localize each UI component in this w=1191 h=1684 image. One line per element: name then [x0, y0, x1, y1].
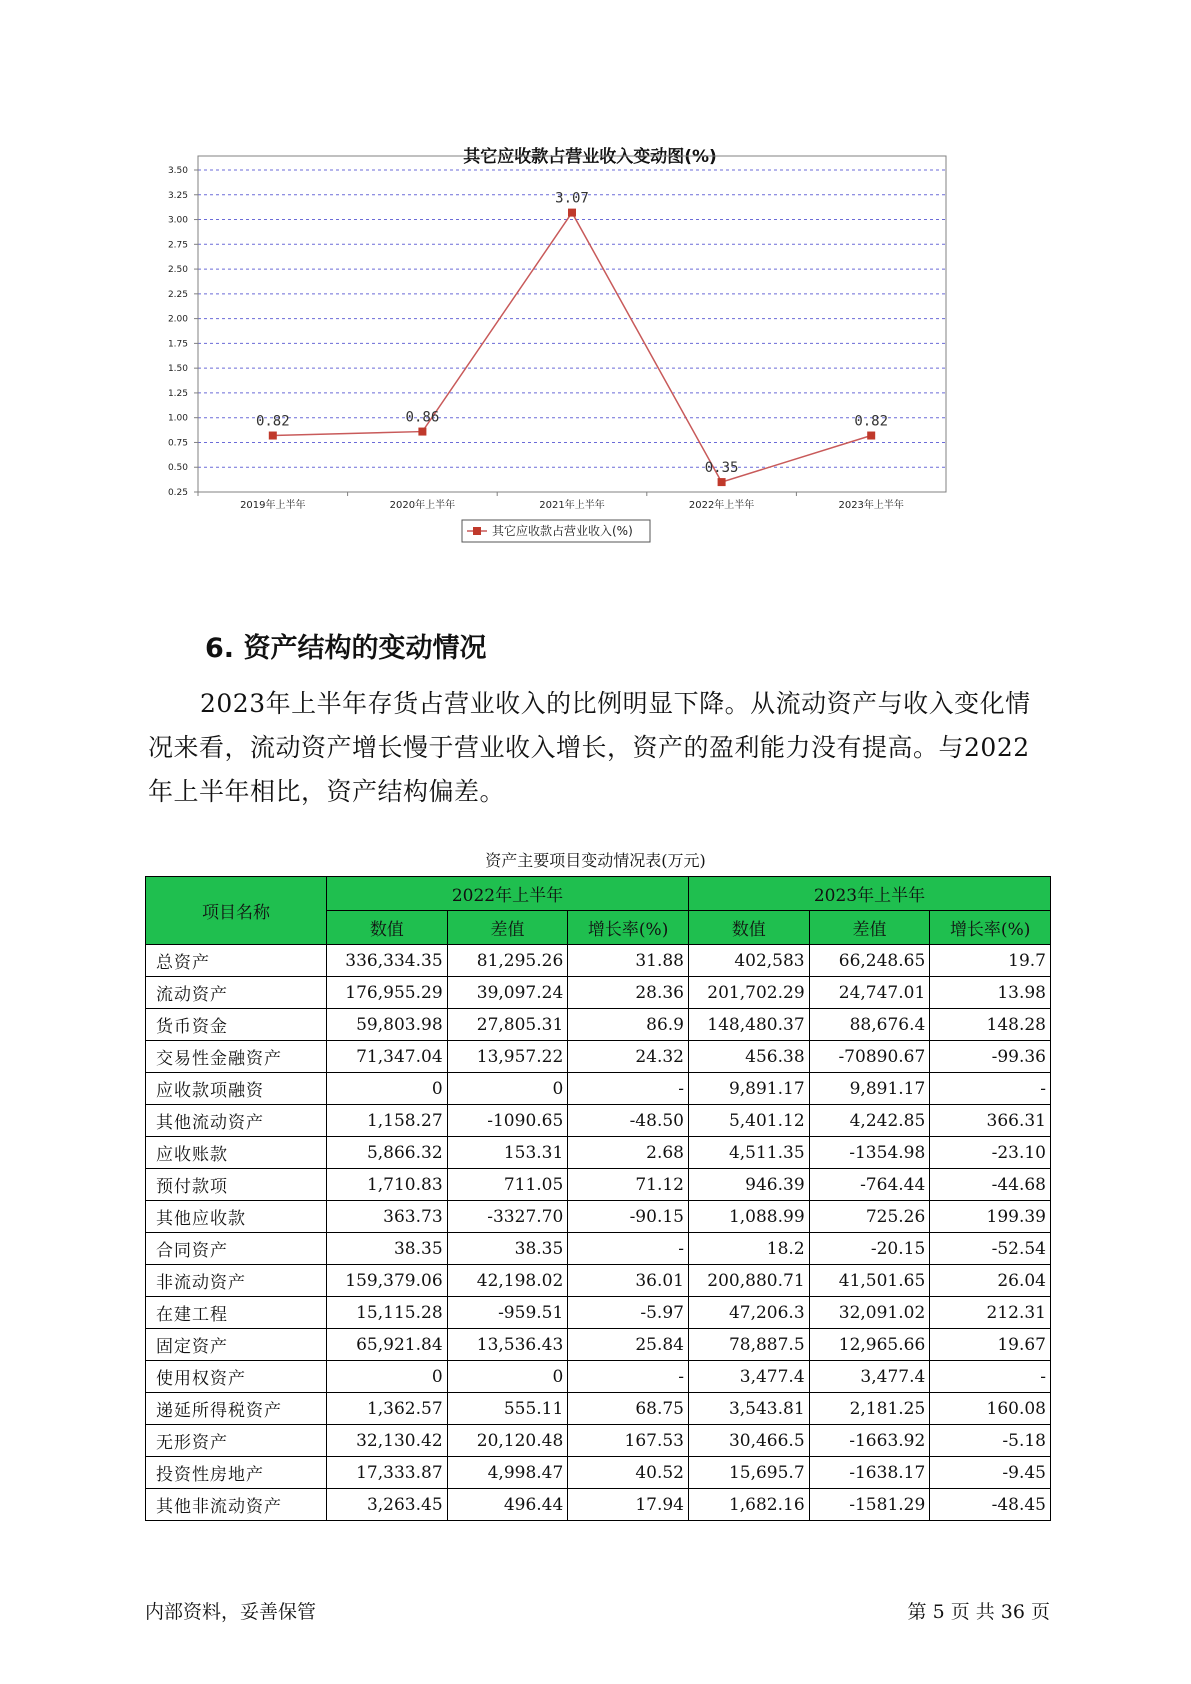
row-item-name: 递延所得税资产 — [146, 1393, 327, 1425]
table-cell: 28.36 — [568, 977, 689, 1009]
table-row — [146, 1233, 1051, 1265]
table-cell: 81,295.26 — [447, 945, 568, 977]
line-chart — [150, 130, 1030, 600]
row-item-name: 非流动资产 — [146, 1265, 327, 1297]
y-tick-label: 3.00 — [167, 215, 188, 226]
row-item-name: 合同资产 — [146, 1233, 327, 1265]
row-item-name: 预付款项 — [146, 1169, 327, 1201]
row-item-name: 应收账款 — [146, 1137, 327, 1169]
table-cell: 15,695.7 — [688, 1457, 809, 1489]
table-cell: 200,880.71 — [688, 1265, 809, 1297]
x-tick-label: 2019年上半年 — [240, 500, 306, 511]
table-cell: 0 — [326, 1073, 447, 1105]
table-cell: -99.36 — [930, 1041, 1051, 1073]
x-tick-label: 2021年上半年 — [539, 500, 605, 511]
table-row — [146, 1361, 1051, 1393]
table-cell: 36.01 — [568, 1265, 689, 1297]
table-cell: -1354.98 — [809, 1137, 930, 1169]
legend-label: 其它应收款占营业收入(%) — [492, 524, 633, 538]
subheader-value: 数值 — [326, 911, 447, 945]
table-cell: 5,866.32 — [326, 1137, 447, 1169]
row-item-name: 其他应收款 — [146, 1201, 327, 1233]
y-tick-label: 2.50 — [167, 265, 188, 276]
table-row — [146, 1169, 1051, 1201]
data-point-marker — [418, 428, 426, 436]
header-period-2023: 2023年上半年 — [688, 877, 1050, 911]
table-row — [146, 1105, 1051, 1137]
row-item-name: 总资产 — [146, 945, 327, 977]
table-cell: -44.68 — [930, 1169, 1051, 1201]
table-cell: -52.54 — [930, 1233, 1051, 1265]
table-row — [146, 977, 1051, 1009]
table-cell: 24,747.01 — [809, 977, 930, 1009]
table-cell: 1,710.83 — [326, 1169, 447, 1201]
table-row — [146, 1425, 1051, 1457]
table-cell: -90.15 — [568, 1201, 689, 1233]
row-item-name: 使用权资产 — [146, 1361, 327, 1393]
legend-marker-swatch — [473, 527, 481, 535]
table-cell: 336,334.35 — [326, 945, 447, 977]
table-cell: 19.67 — [930, 1329, 1051, 1361]
table-row — [146, 1489, 1051, 1521]
y-tick-label: 3.50 — [167, 166, 188, 176]
body-paragraph: 2023年上半年存货占营业收入的比例明显下降。从流动资产与收入变化情况来看，流动资产增长慢于营业收入增长，资产的盈利能力没有提高。与2022年上半年相比，资产结构偏差。 — [148, 689, 1031, 806]
table-cell: 402,583 — [688, 945, 809, 977]
y-tick-label: 1.25 — [167, 388, 188, 399]
table-cell: 30,466.5 — [688, 1425, 809, 1457]
footer-page-number: 第 5 页 共 36 页 — [907, 1601, 1050, 1623]
x-tick-label: 2020年上半年 — [389, 500, 456, 511]
table-row — [146, 1297, 1051, 1329]
table-cell: 38.35 — [326, 1233, 447, 1265]
table-cell: 88,676.4 — [809, 1009, 930, 1041]
table-cell: 496.44 — [447, 1489, 568, 1521]
table-row — [146, 1329, 1051, 1361]
row-item-name: 固定资产 — [146, 1329, 327, 1361]
table-cell: 13,536.43 — [447, 1329, 568, 1361]
y-tick-label: 1.75 — [167, 339, 188, 350]
row-item-name: 应收款项融资 — [146, 1073, 327, 1105]
table-cell: 25.84 — [568, 1329, 689, 1361]
table-header-row — [146, 877, 1051, 911]
table-cell: - — [568, 1233, 689, 1265]
table-cell: 456.38 — [688, 1041, 809, 1073]
table-cell: 27,805.31 — [447, 1009, 568, 1041]
table-cell: 17,333.87 — [326, 1457, 447, 1489]
table-row — [146, 1201, 1051, 1233]
table-cell: 32,130.42 — [326, 1425, 447, 1457]
table-cell: 946.39 — [688, 1169, 809, 1201]
row-item-name: 其他流动资产 — [146, 1105, 327, 1137]
table-cell: -48.45 — [930, 1489, 1051, 1521]
subheader-growth-rate: 增长率(%) — [930, 911, 1051, 945]
table-cell: 18.2 — [688, 1233, 809, 1265]
table-cell: -1638.17 — [809, 1457, 930, 1489]
table-cell: 1,158.27 — [326, 1105, 447, 1137]
table-cell: 159,379.06 — [326, 1265, 447, 1297]
table-cell: 40.52 — [568, 1457, 689, 1489]
table-cell: 160.08 — [930, 1393, 1051, 1425]
table-cell: 17.94 — [568, 1489, 689, 1521]
y-tick-label: 0.75 — [167, 438, 188, 449]
table-cell: 39,097.24 — [447, 977, 568, 1009]
table-cell: 0 — [447, 1073, 568, 1105]
table-cell: 9,891.17 — [688, 1073, 809, 1105]
y-tick-label: 2.75 — [167, 240, 188, 251]
data-point-marker — [269, 432, 277, 440]
table-row — [146, 1457, 1051, 1489]
table-cell: 3,477.4 — [688, 1361, 809, 1393]
subheader-value: 数值 — [688, 911, 809, 945]
data-label: 3.07 — [555, 190, 589, 207]
subheader-difference: 差值 — [447, 911, 568, 945]
table-cell: -3327.70 — [447, 1201, 568, 1233]
table-cell: - — [930, 1073, 1051, 1105]
table-cell: -23.10 — [930, 1137, 1051, 1169]
table-cell: 4,242.85 — [809, 1105, 930, 1137]
table-cell: -20.15 — [809, 1233, 930, 1265]
table-cell: 148.28 — [930, 1009, 1051, 1041]
table-cell: 3,263.45 — [326, 1489, 447, 1521]
table-cell: -959.51 — [447, 1297, 568, 1329]
data-label: 0.35 — [704, 460, 739, 477]
y-tick-label: 3.25 — [167, 190, 188, 201]
table-cell: -1581.29 — [809, 1489, 930, 1521]
table-cell: 42,198.02 — [447, 1265, 568, 1297]
y-tick-label: 2.25 — [167, 289, 188, 300]
table-cell: -764.44 — [809, 1169, 930, 1201]
header-item-name: 项目名称 — [146, 877, 327, 945]
y-tick-label: 0.25 — [167, 488, 188, 498]
table-cell: - — [930, 1361, 1051, 1393]
table-cell: -1090.65 — [447, 1105, 568, 1137]
table-cell: -5.97 — [568, 1297, 689, 1329]
footer-confidential-note: 内部资料，妥善保管 — [145, 1601, 317, 1623]
table-cell: -70890.67 — [809, 1041, 930, 1073]
table-cell: 9,891.17 — [809, 1073, 930, 1105]
table-cell: -9.45 — [930, 1457, 1051, 1489]
table-cell: 0 — [447, 1361, 568, 1393]
table-cell: 366.31 — [930, 1105, 1051, 1137]
table-cell: 4,998.47 — [447, 1457, 568, 1489]
x-tick-label: 2023年上半年 — [838, 500, 904, 511]
y-tick-label: 0.50 — [167, 463, 188, 474]
table-cell: 212.31 — [930, 1297, 1051, 1329]
table-cell: 4,511.35 — [688, 1137, 809, 1169]
table-cell: 68.75 — [568, 1393, 689, 1425]
row-item-name: 其他非流动资产 — [146, 1489, 327, 1521]
table-row — [146, 1073, 1051, 1105]
table-cell: 2,181.25 — [809, 1393, 930, 1425]
table-cell: 66,248.65 — [809, 945, 930, 977]
row-item-name: 交易性金融资产 — [146, 1041, 327, 1073]
table-row — [146, 945, 1051, 977]
table-cell: 201,702.29 — [688, 977, 809, 1009]
table-cell: 78,887.5 — [688, 1329, 809, 1361]
table-cell: 41,501.65 — [809, 1265, 930, 1297]
table-row — [146, 1009, 1051, 1041]
table-cell: 71,347.04 — [326, 1041, 447, 1073]
table-cell: 65,921.84 — [326, 1329, 447, 1361]
table-cell: -5.18 — [930, 1425, 1051, 1457]
table-cell: -1663.92 — [809, 1425, 930, 1457]
table-cell: 176,955.29 — [326, 977, 447, 1009]
table-row — [146, 1265, 1051, 1297]
table-cell: -48.50 — [568, 1105, 689, 1137]
table-cell: 3,477.4 — [809, 1361, 930, 1393]
row-item-name: 无形资产 — [146, 1425, 327, 1457]
y-tick-label: 2.00 — [167, 314, 188, 325]
table-cell: 47,206.3 — [688, 1297, 809, 1329]
table-cell: 363.73 — [326, 1201, 447, 1233]
table-cell: 13,957.22 — [447, 1041, 568, 1073]
table-cell: 1,088.99 — [688, 1201, 809, 1233]
table-cell: 2.68 — [568, 1137, 689, 1169]
table-cell: 71.12 — [568, 1169, 689, 1201]
table-cell: 5,401.12 — [688, 1105, 809, 1137]
data-label: 0.86 — [405, 409, 440, 426]
table-cell: 26.04 — [930, 1265, 1051, 1297]
table-cell: 31.88 — [568, 945, 689, 977]
table-row — [146, 1393, 1051, 1425]
subheader-difference: 差值 — [809, 911, 930, 945]
table-cell: 32,091.02 — [809, 1297, 930, 1329]
table-cell: 725.26 — [809, 1201, 930, 1233]
x-tick-label: 2022年上半年 — [688, 500, 755, 511]
table-cell: - — [568, 1361, 689, 1393]
table-cell: 12,965.66 — [809, 1329, 930, 1361]
table-cell: 0 — [326, 1361, 447, 1393]
data-label: 0.82 — [255, 413, 290, 430]
table-cell: 148,480.37 — [688, 1009, 809, 1041]
data-point-marker — [718, 478, 726, 486]
chart-title: 其它应收款占营业收入变动图(%) — [463, 147, 717, 167]
table-cell: 24.32 — [568, 1041, 689, 1073]
y-tick-label: 1.00 — [167, 413, 188, 424]
table-cell: 711.05 — [447, 1169, 568, 1201]
row-item-name: 投资性房地产 — [146, 1457, 327, 1489]
table-cell: - — [568, 1073, 689, 1105]
asset-change-table — [145, 876, 1051, 1521]
table-cell: 59,803.98 — [326, 1009, 447, 1041]
table-cell: 1,682.16 — [688, 1489, 809, 1521]
table-cell: 167.53 — [568, 1425, 689, 1457]
table-cell: 19.7 — [930, 945, 1051, 977]
data-point-marker — [568, 209, 576, 217]
table-row — [146, 1041, 1051, 1073]
table-cell: 153.31 — [447, 1137, 568, 1169]
data-point-marker — [867, 432, 875, 440]
table-caption: 资产主要项目变动情况表(万元) — [485, 851, 706, 870]
header-period-2022: 2022年上半年 — [326, 877, 688, 911]
table-cell: 86.9 — [568, 1009, 689, 1041]
row-item-name: 货币资金 — [146, 1009, 327, 1041]
y-tick-label: 1.50 — [167, 364, 188, 375]
row-item-name: 流动资产 — [146, 977, 327, 1009]
table-cell: 38.35 — [447, 1233, 568, 1265]
row-item-name: 在建工程 — [146, 1297, 327, 1329]
table-cell: 555.11 — [447, 1393, 568, 1425]
chart-canvas — [150, 130, 1030, 600]
subheader-growth-rate: 增长率(%) — [568, 911, 689, 945]
table-cell: 13.98 — [930, 977, 1051, 1009]
table-cell: 3,543.81 — [688, 1393, 809, 1425]
series-line — [273, 213, 871, 482]
section-heading: 6. 资产结构的变动情况 — [205, 633, 487, 664]
table-cell: 199.39 — [930, 1201, 1051, 1233]
data-label: 0.82 — [854, 413, 889, 430]
table-cell: 20,120.48 — [447, 1425, 568, 1457]
table-cell: 15,115.28 — [326, 1297, 447, 1329]
table-row — [146, 1137, 1051, 1169]
table-cell: 1,362.57 — [326, 1393, 447, 1425]
